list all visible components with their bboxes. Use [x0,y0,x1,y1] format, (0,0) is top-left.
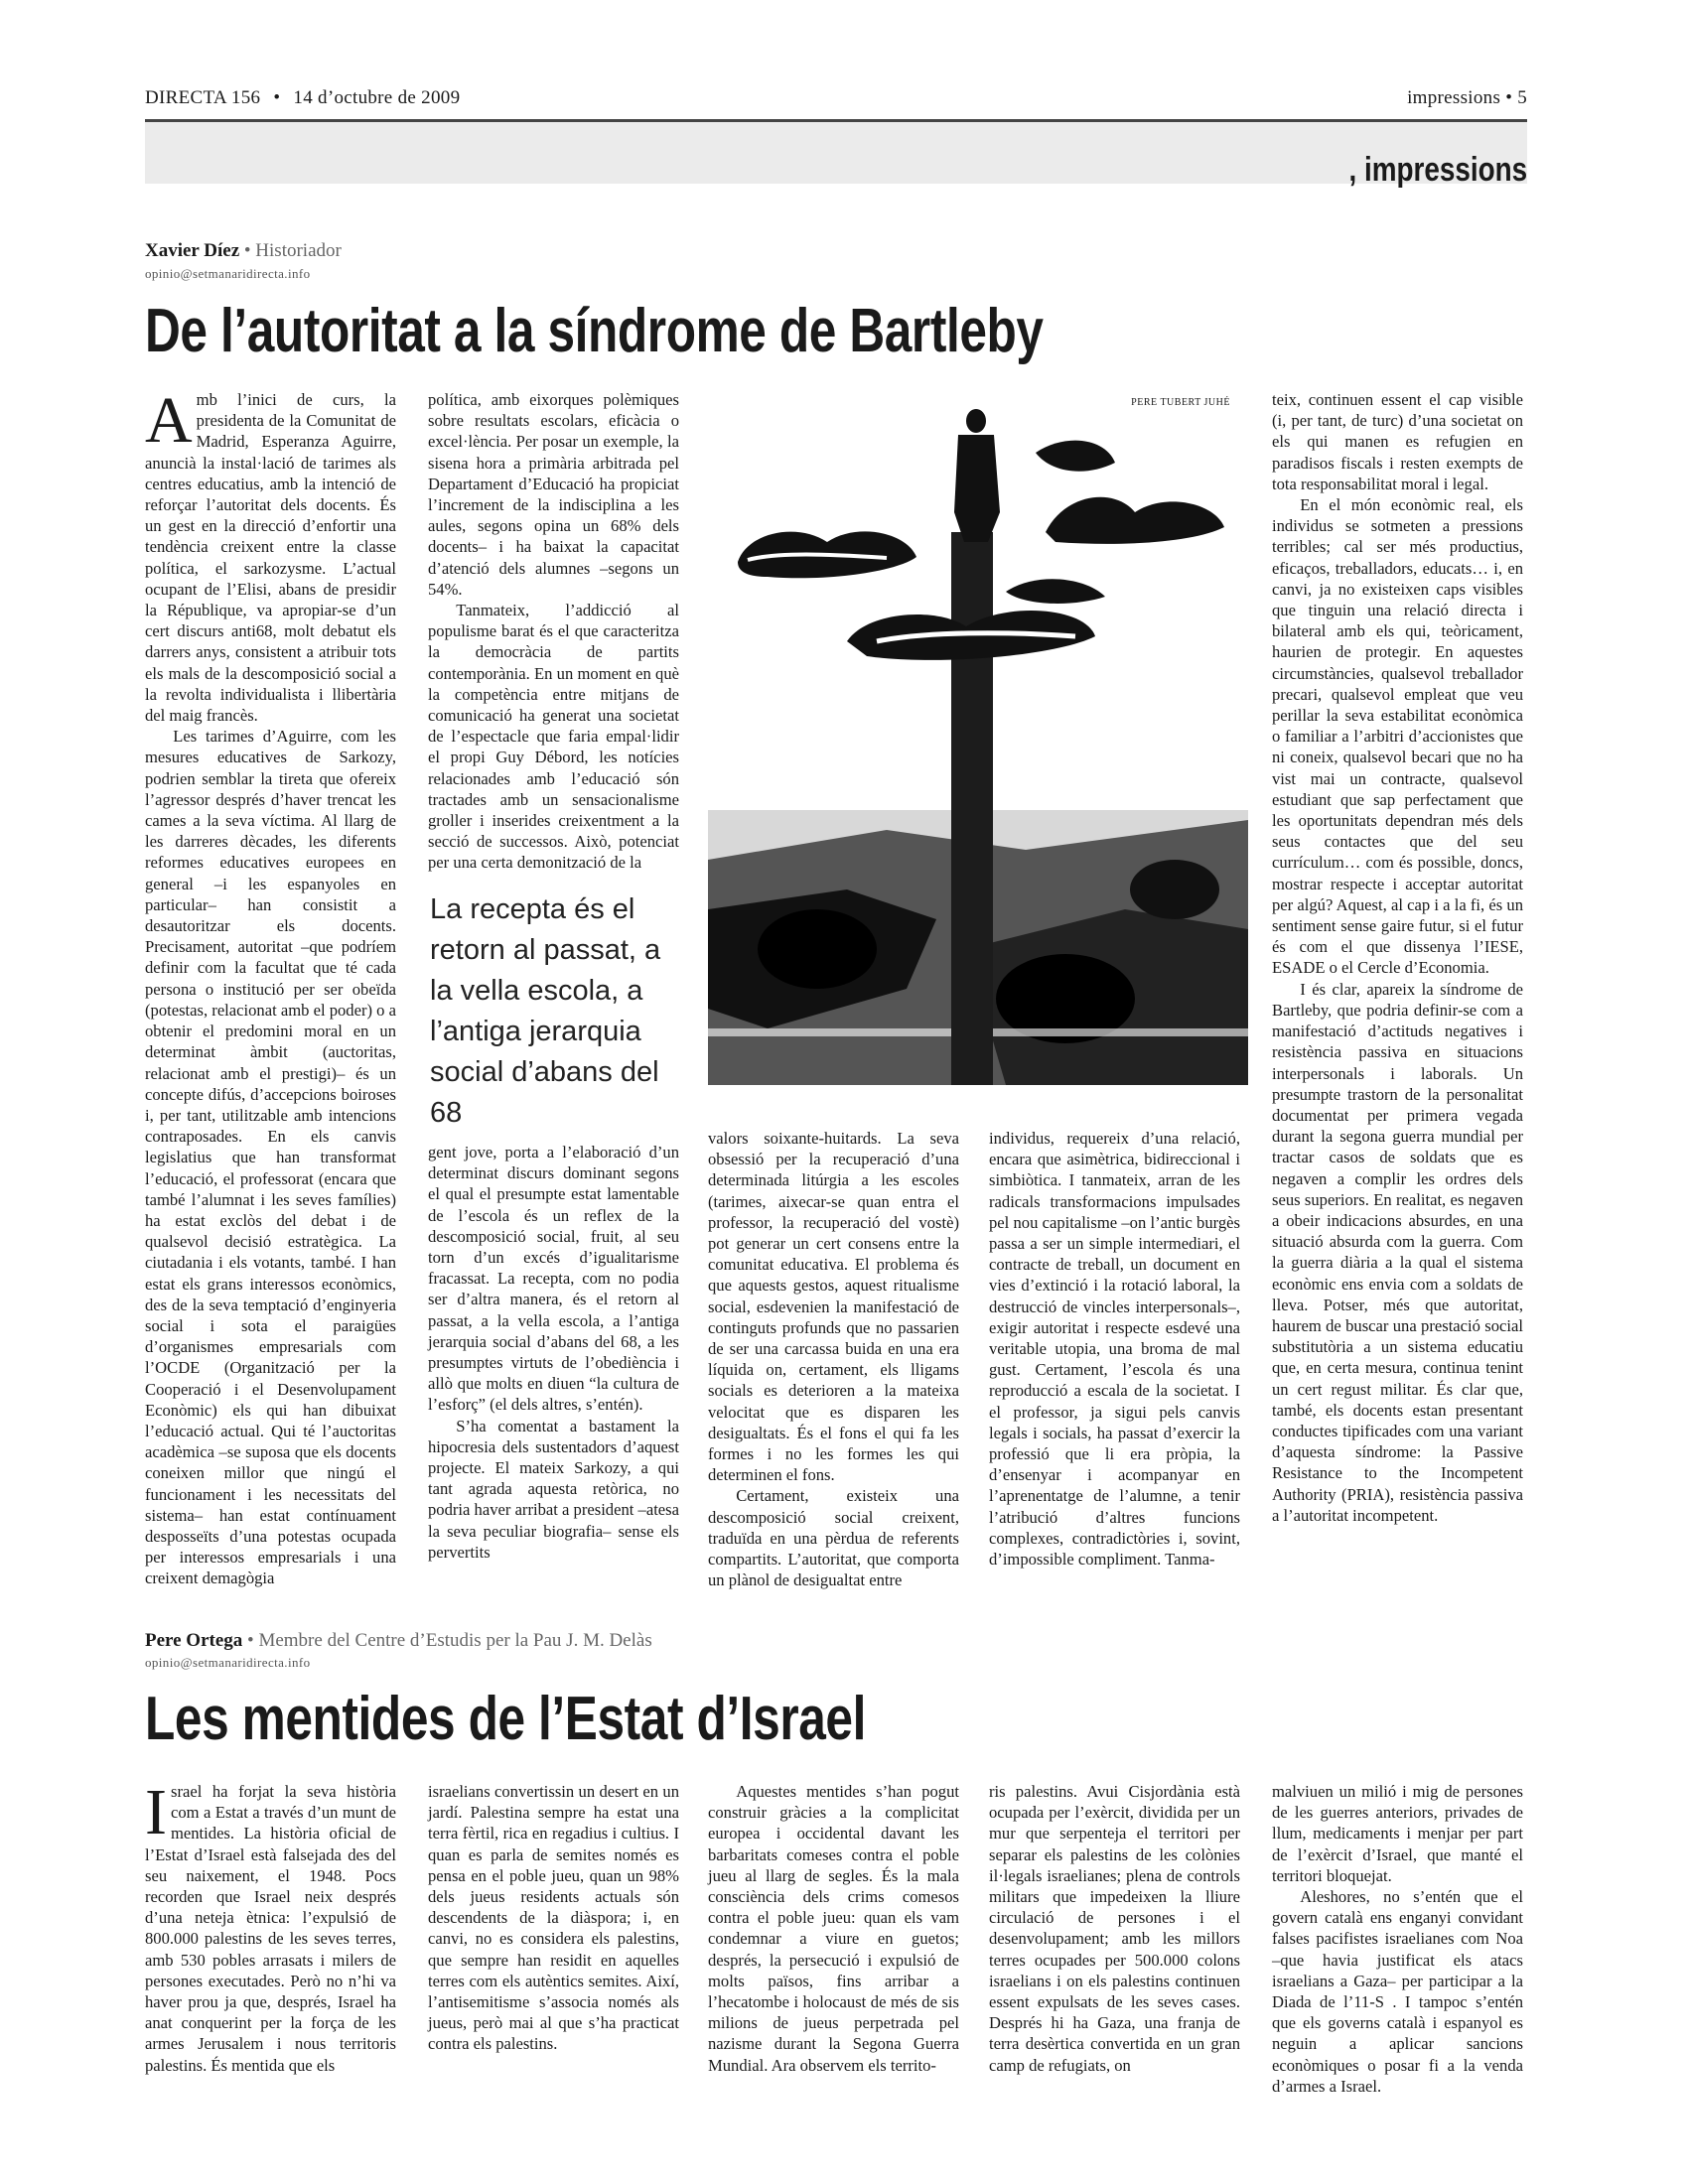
article1-column-4 [989,1128,1240,1576]
paragraph: Aquestes mentides s’han pogut construir gràcies a la complicitat europea i occidental davant les barbaritats comeses contra el poble jueu al llarg de segles. És la mala consciència dels crims comesos contra el poble jueu: quan els vam condemnar a viure en guetos; després, la persecució i expulsió de molts països, fins arribar a l’hecatombe i holocaust de més de sis milions de jueus perpetrada pel nazisme durant la Segona Guerra Mundial. Ara observem els territo- [708,1782,959,2075]
article1-column-1 [145,384,396,1588]
paragraph: valors soixante-huitards. La seva obsessió per la recuperació d’una determinada litúrgia a les escoles (tarimes, aixecar-se quan entra el professor, la recuperació del vostè) pot generar un cert consens entre la comunitat educativa. El problema és que aquests gestos, aquest ritualisme social, esdevenien la manifestació de continguts profunds que no passarien de ser una carcassa buida en una era líquida on, certament, els lligams socials es deterioren a la mateixa velocitat que es disparen les desigualtats. És el fons el qui fa les formes i no les formes les qui determinen el fons. [708,1129,959,1485]
issue-date: 14 d’octubre de 2009 [293,87,461,108]
article2-column-1 [145,1776,396,2079]
article-illustration [708,393,1248,1085]
section-band [145,122,1527,184]
paragraph: ris palestins. Avui Cisjordània està ocupada per l’exèrcit, dividida per un mur que serpenteja el territori per separar els palestins de les colònies il·legals israelianes; plena de controls militars que impedeixen la lliure circulació de persones i el desenvolupament; amb les millors terres ocupades per 500.000 colons israelians i on els palestins continuen essent expulsats de les seves cases. Després hi ha Gaza, una franja de terra desèrtica convertida en un gran camp de refugiats, on [989,1782,1240,2075]
article1-title: De l’autoritat a la síndrome de Bartleby [145,297,1044,365]
paragraph: Les tarimes d’Aguirre, com les mesures educatives de Sarkozy, podrien semblar la tireta que ofereix l’agressor després d’haver trencat les cames a la seva víctima. Al llarg de les darreres dècades, les diferents reformes educatives europees en general –i les espanyoles en particular– han consistit a desautoritzar els docents. Precisament, autoritat –que podríem definir com la facultat que té cada persona o institució per ser obeïda (potestas, relacionat amb el poder) o a obtenir el predomini moral en un determinat àmbit (auctoritas, relacionat amb el prestigi)– és un concepte difús, d’accepcions boiroses i, per tant, utilitzable amb intencions contraposades. En els canvis legislatius que han transformat l’educació, el professorat (encara que també l’alumnat i les seves famílies) ha estat exclòs del debat i de qualsevol decisió estratègica. La ciutadania i els votants, també. I han estat els grans interessos econòmics, des de la seva temptació d’enginyeria social i sota el paraigües d’organismes empresarials com l’OCDE (Organització per la Cooperació i el Desenvolupament Econòmic) els qui han dibuixat l’educació actual. Qui té l’auctoritas acadèmica –se suposa que els docents coneixen millor que ningú el funcionament i les necessitats del sistema– han estat contínuament desposseïts d’una potestas ocupada per interessos empresarials i una creixent demagògia [145,727,396,1588]
author-email: opinio@setmanaridirecta.info [145,1655,311,1670]
pull-quote: La recepta és el retorn al passat, a la vella escola, a l’antiga jerarquia social d’abans del 68 [430,893,661,1129]
article2-byline: Pere Ortega • Membre del Centre d’Estudis per la Pau J. M. Delàs [145,1630,652,1651]
article1-column-5 [1272,389,1523,1576]
separator: • [273,87,281,108]
article1-column-2-top [428,389,679,874]
article2-column-3 [708,1781,959,2079]
issue-info [145,87,460,109]
paragraph: Tanmateix, l’addicció al populisme barat és el que caracteritza la democràcia de partits contemporània. En un moment en què la competència entre mitjans de comunicació ha generat una societat de l’espectacle que faria empal·lidir el propi Guy Débord, les notícies relacionades amb l’educació són tractades amb un sensacionalisme groller i inserides creixentment a la secció de successos. Això, potenciat per una certa demonització de la [428,601,679,873]
author-role: Membre del Centre d’Estudis per la Pau J. M. Delàs [258,1630,652,1651]
author-name: Pere Ortega [145,1630,243,1651]
paragraph: mb l’inici de curs, la presidenta de la Comunitat de Madrid, Esperanza Aguirre, anuncià la instal·lació de tarimes als centres educatius, amb la intenció de reforçar l’autoritat dels docents. És un gest en la direcció d’enfortir una tendència creixent entre la classe política, el sarkozysme. L’actual ocupant de l’Elisi, abans de presidir la République, va apropiar-se d’un cert discurs anti68, molt debatut els darrers anys, consistent a atribuir tots els mals de la descomposició social a la revolta individualista i llibertària del maig francès. [145,390,396,726]
paragraph: malviuen un milió i mig de persones de les guerres anteriors, privades de llum, medicaments i menjar per part de l’exèrcit d’Israel, que manté el territori bloquejat. [1272,1782,1523,1885]
paragraph: En el món econòmic real, els individus se sotmeten a pressions terribles; cal ser més productius, eficaços, treballadors, educats… i, en canvi, ja no existeixen caps visibles que tinguin una relació directa i bilateral amb els qui, teòricament, haurien de protegir. En aquestes circumstàncies, qualsevol treballador precari, qualsevol empleat que veu perillar la seva estabilitat econòmica o familiar a l’arbitri d’accionistes que ni coneix, qualsevol becari que no ha vist mai un contracte, qualsevol estudiant que sap perfectament que les oportunitats dependran més dels seus contactes que del seu currículum… com és possible, doncs, mostrar respecte i acceptar autoritat per algú? Aquest, al cap i a la fi, és un sentiment sense gaire futur, si el futur és com el que dissenya l’IESE, ESADE o el Cercle d’Economia. [1272,495,1523,978]
issue-number: DIRECTA 156 [145,87,261,108]
drop-cap: A [145,384,193,457]
paragraph: individus, requereix d’una relació, encara que asimètrica, bidireccional i simbiòtica. I tanmateix, arran de les radicals transformacions impulsades pel nou capitalisme –on l’antic burgès passa a ser un simple intermediari, el contracte de treball, un document en vies d’extinció i la rotació laboral, la destrucció de vincles interpersonals–, exigir autoritat i respecte esdevé una veritable utopia, una broma de mal gust. Certament, l’escola és una reproducció a escala de la societat. I el professor, ja sigui pels canvis legals i socials, ha passat d’exercir la professió que li era pròpia, la d’ensenyar i acompanyar en l’aprenentatge de l’alumne, a tenir l’atribució d’altres funcions complexes, contradictòries i, sovint, d’impossible compliment. Tanma- [989,1129,1240,1570]
article2-column-4 [989,1781,1240,2079]
image-credit: PERE TUBERT JUHÉ [1131,397,1230,408]
illustration-pillar-figure-clouds [708,393,1248,1085]
paragraph: gent jove, porta a l’elaboració d’un determinat discurs dominant segons el qual el presumpte estat lamentable de l’escola és un reflex de la descomposició social, fruit, al seu torn d’un excés d’igualitarisme fracassat. La recepta, com no podia ser d’altra manera, és el retorn al passat, a la vella escola, a l’antiga jerarquia social d’abans del 68, a les presumptes virtuts de l’obediència i allò que molts en diuen “la cultura de l’esforç” (el dels altres, s’entén). [428,1143,679,1415]
author-name: Xavier Díez [145,240,240,261]
article2-column-2 [428,1781,679,2079]
paragraph: política, amb eixorques polèmiques sobre resultats escolars, eficàcia o excel·lència. Per posar un exemple, la sisena hora a primària arbitrada pel Departament d’Educació ha propiciat l’increment de la indisciplina a les aules, segons opina un 68% dels docents– i ha baixat la capacitat d’atenció dels alumnes –segons un 54%. [428,390,679,599]
paragraph: I és clar, apareix la síndrome de Bartleby, que podria definir-se com a manifestació d’actituds negatives i resistència passiva en situacions interpersonals i laborals. Un presumpte trastorn de la personalitat documentat per primera vegada durant la segona guerra mundial per tractar casos de soldats que es negaven a complir les ordres dels seus superiors. En realitat, es negaven a obeir indicacions absurdes, en una situació absurda com la guerra. Com la guerra diària a la qual el sistema econòmic ens envia com a soldats de lleva. Potser, més que autoritat, haurem de buscar una prestació social substitutòria a un sistema educatiu que, en certa mesura, continua tenint un cert regust militar. És clar que, també, els docents estan presentant conductes tipificades com una variant d’aquesta síndrome: la Passive Resistance to the Incompetent Authority (PRIA), resistència passiva a l’autoritat incompetent. [1272,979,1523,1525]
author-role: Historiador [255,240,342,261]
author-email: opinio@setmanaridirecta.info [145,266,311,281]
paragraph: srael ha forjat la seva història com a Estat a través d’un munt de mentides. La història oficial de l’Estat d’Israel està falsejada des del seu naixement, el 1948. Pocs recorden que Israel neix després d’una neteja ètnica: l’expulsió de 800.000 palestins de les seves terres, amb 530 pobles arrasats i milers de persones executades. Però no n’hi va haver prou ja que, després, Israel ha anat conquerint per la força de les armes Jerusalem i nous territoris palestins. És mentida que els [145,1782,396,2075]
paragraph: israelians convertissin un desert en un jardí. Palestina sempre ha estat una terra fèrtil, rica en regadius i cultius. I quan es parla de semites només es pensa en el poble jueu, quan un 98% dels jueus residents actuals són descendents de la diàspora; i, en canvi, no es considera els palestins, que sempre han residit en aquelles terres com els autèntics semites. Així, l’antisemitisme s’associa només als jueus, però mai al que s’ha practicat contra els palestins. [428,1782,679,2054]
article1-byline: Xavier Díez • Historiador [145,240,342,261]
section-title: , impressions [1348,151,1527,189]
article1-column-3 [708,1128,959,1590]
article1-column-2-bottom [428,1142,679,1576]
paragraph: Aleshores, no s’entén que el govern català ens enganyi convidant falses pacifistes israelianes com Noa –que havia justificat els atacs israelians a Gaza– per participar a la Diada de l’11-S . I tampoc s’entén que els governs català i espanyol es neguin a aplicar sancions econòmiques o posar fi a la venda d’armes a Israel. [1272,1887,1523,2096]
page-section-number: impressions • 5 [1407,87,1527,108]
paragraph: teix, continuen essent el cap visible (i, per tant, de turc) d’una societat on els qui manen es refugien en paradisos fiscals i resten exempts de tota responsabilitat moral i legal. [1272,390,1523,493]
paragraph: Certament, existeix una descomposició social creixent, traduïda en una pèrdua de referents compartits. L’autoritat, que comporta un plànol de desigualtat entre [708,1486,959,1590]
article2-column-5 [1272,1781,1523,2096]
paragraph: S’ha comentat a bastament la hipocresia dels sustentadors d’aquest projecte. El mateix Sarkozy, a qui tant agrada aquesta retòrica, no podria haver arribat a president –atesa la seva peculiar biografia– sense els pervertits [428,1416,679,1562]
article2-title: Les mentides de l’Estat d’Israel [145,1685,866,1753]
drop-cap: I [145,1776,167,1848]
